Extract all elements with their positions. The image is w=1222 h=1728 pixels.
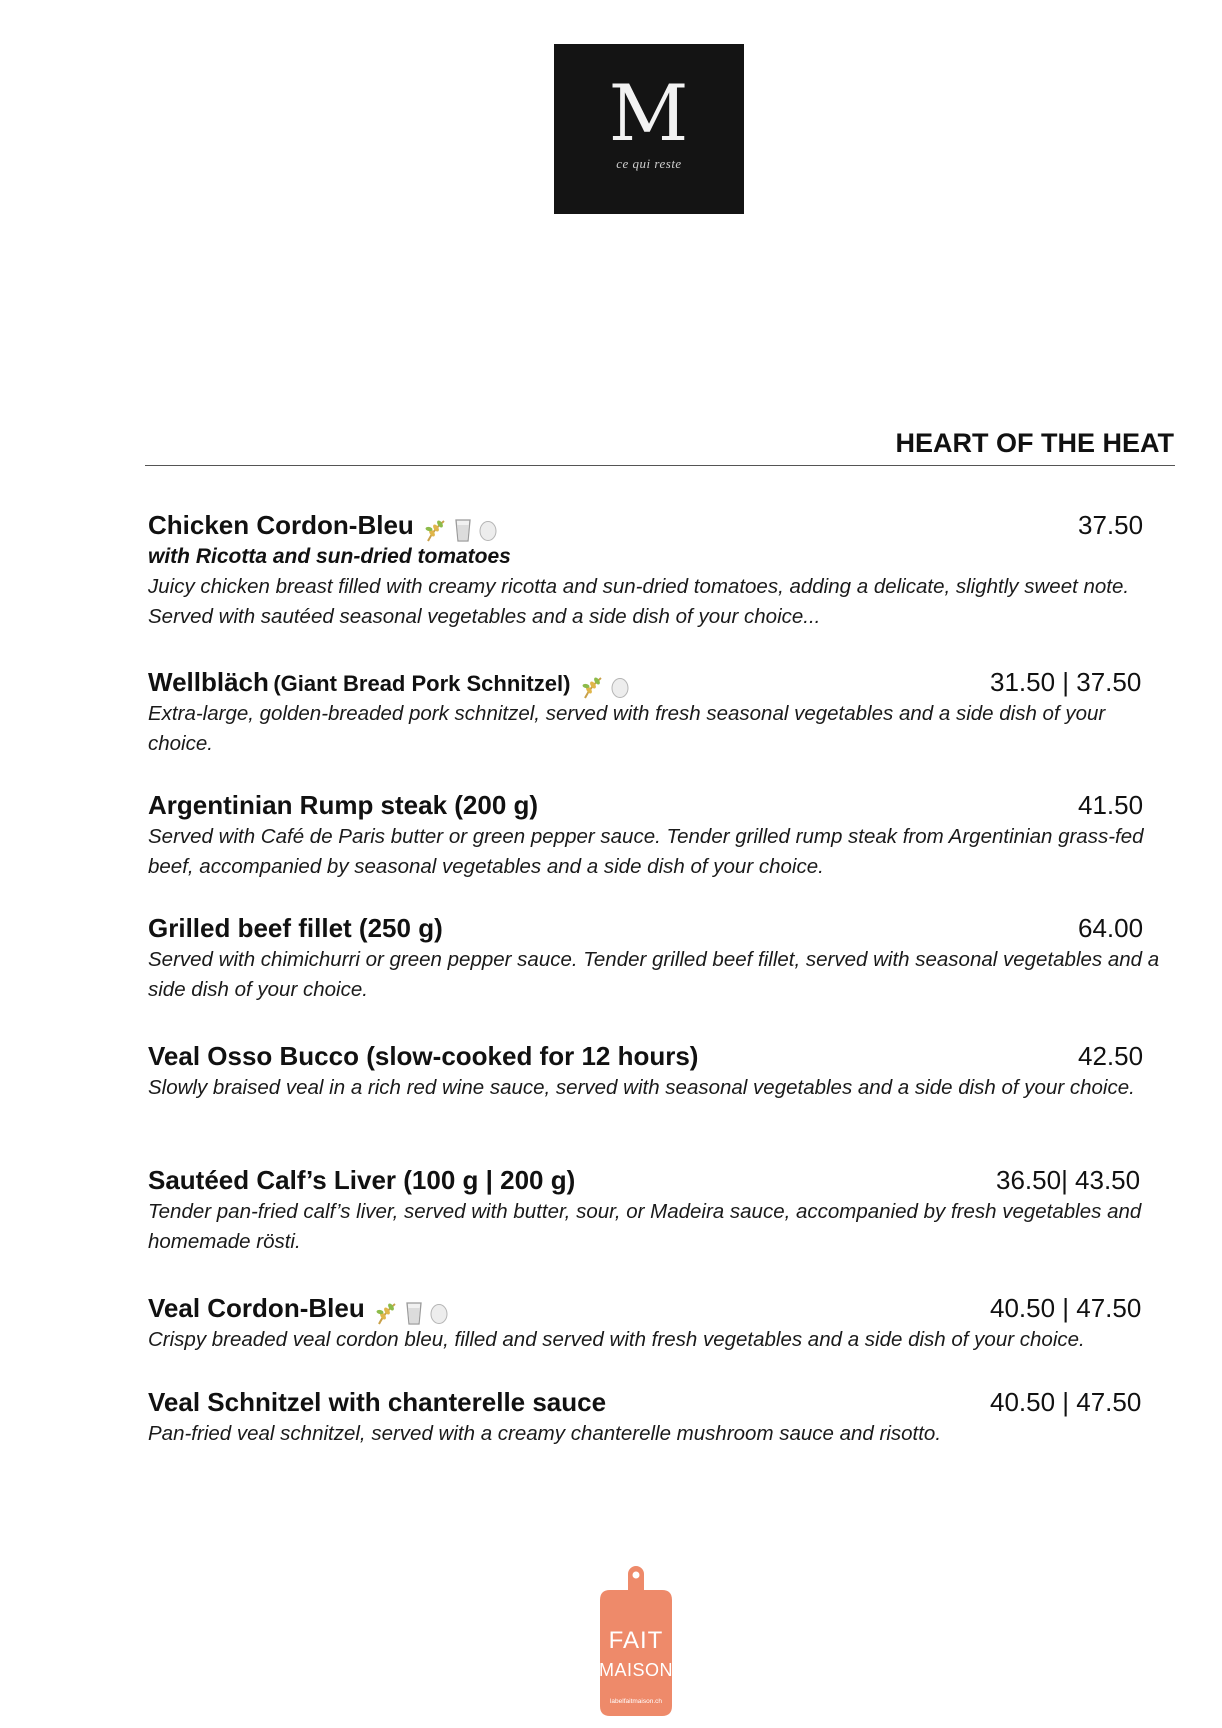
item-name: Veal Osso Bucco (slow-cooked for 12 hours)	[148, 1041, 699, 1071]
footer-url: labelfaitmaison.ch	[609, 1698, 663, 1705]
item-price: 37.50	[1078, 510, 1144, 540]
item-description: Slowly braised veal in a rich red wine sauce, served with seasonal vegetables and a side dish of your choice.	[148, 1076, 1135, 1099]
menu-item-wellblaech	[148, 665, 1168, 759]
item-price: 31.50 | 37.50	[990, 667, 1142, 697]
item-description: Served with Café de Paris butter or green pepper sauce. Tender grilled rump steak from Argentinian grass-fed beef, accompanied by seasonal vegetables and a side dish of your choice.	[148, 825, 1144, 878]
item-name: Argentinian Rump steak (200 g)	[148, 790, 539, 820]
item-price: 41.50	[1078, 790, 1144, 820]
item-name: Veal Schnitzel with chanterelle sauce	[148, 1387, 607, 1417]
footer-line1: FAIT	[608, 1627, 664, 1654]
wheat-icon	[581, 674, 605, 700]
allergen-icons	[375, 1300, 450, 1326]
logo-tagline: ce qui reste	[616, 156, 682, 171]
milk-glass-icon	[404, 1300, 424, 1326]
item-subtitle: with Ricotta and sun-dried tomatoes	[148, 545, 511, 568]
egg-icon	[609, 674, 631, 700]
milk-glass-icon	[453, 517, 473, 543]
logo-letter: M	[608, 69, 690, 159]
item-name-note: (Giant Bread Pork Schnitzel)	[273, 671, 571, 696]
wheat-icon	[424, 517, 448, 543]
menu-item-veal-cordon-bleu	[148, 1291, 1168, 1355]
wheat-icon	[375, 1300, 399, 1326]
menu-item-osso-bucco	[148, 1039, 1168, 1103]
item-price: 36.50| 43.50	[996, 1165, 1141, 1195]
item-name: Sautéed Calf’s Liver (100 g | 200 g)	[148, 1165, 576, 1195]
footer-line2: MAISON	[598, 1660, 674, 1680]
section-divider	[145, 465, 1175, 466]
item-description: Served with chimichurri or green pepper sauce. Tender grilled beef fillet, served with seasonal vegetables and a side dish of your choice.	[148, 948, 1160, 1001]
menu-item-veal-schnitzel	[148, 1385, 1168, 1449]
item-price: 64.00	[1078, 913, 1144, 943]
menu-item-chicken-cordon-bleu	[148, 508, 1168, 632]
item-name: Veal Cordon-Bleu	[148, 1293, 365, 1323]
item-description: Tender pan-fried calf’s liver, served with butter, sour, or Madeira sauce, accompanied by fresh vegetables and homemade rösti.	[148, 1200, 1142, 1253]
item-price: 40.50 | 47.50	[990, 1293, 1142, 1323]
item-description: Crispy breaded veal cordon bleu, filled and served with fresh vegetables and a side dish of your choice.	[148, 1328, 1085, 1351]
allergen-icons	[424, 517, 499, 543]
section-title: HEART OF THE HEAT	[895, 428, 1174, 458]
restaurant-logo	[554, 44, 744, 214]
allergen-icons	[581, 674, 631, 700]
item-name: Chicken Cordon-Bleu	[148, 510, 414, 540]
item-name: Grilled beef fillet (250 g)	[148, 913, 443, 943]
item-name: Wellbläch	[148, 667, 269, 697]
item-description: Extra-large, golden-breaded pork schnitzel, served with fresh seasonal vegetables and a side dish of your choice.	[148, 702, 1106, 755]
cutting-board-icon	[586, 1560, 686, 1720]
menu-item-beef-fillet	[148, 911, 1168, 1005]
item-description: Pan-fried veal schnitzel, served with a creamy chanterelle mushroom sauce and risotto.	[148, 1422, 942, 1445]
egg-icon	[477, 517, 499, 543]
menu-item-rump-steak	[148, 788, 1168, 882]
egg-icon	[428, 1300, 450, 1326]
item-price: 42.50	[1078, 1041, 1144, 1071]
menu-item-calfs-liver	[148, 1163, 1168, 1257]
item-price: 40.50 | 47.50	[990, 1387, 1142, 1417]
fait-maison-logo	[586, 1560, 686, 1720]
item-description: Juicy chicken breast filled with creamy ricotta and sun-dried tomatoes, adding a delicate, slightly sweet note. Served with sautéed seasonal vegetables and a side dish of your choice...	[148, 575, 1130, 628]
